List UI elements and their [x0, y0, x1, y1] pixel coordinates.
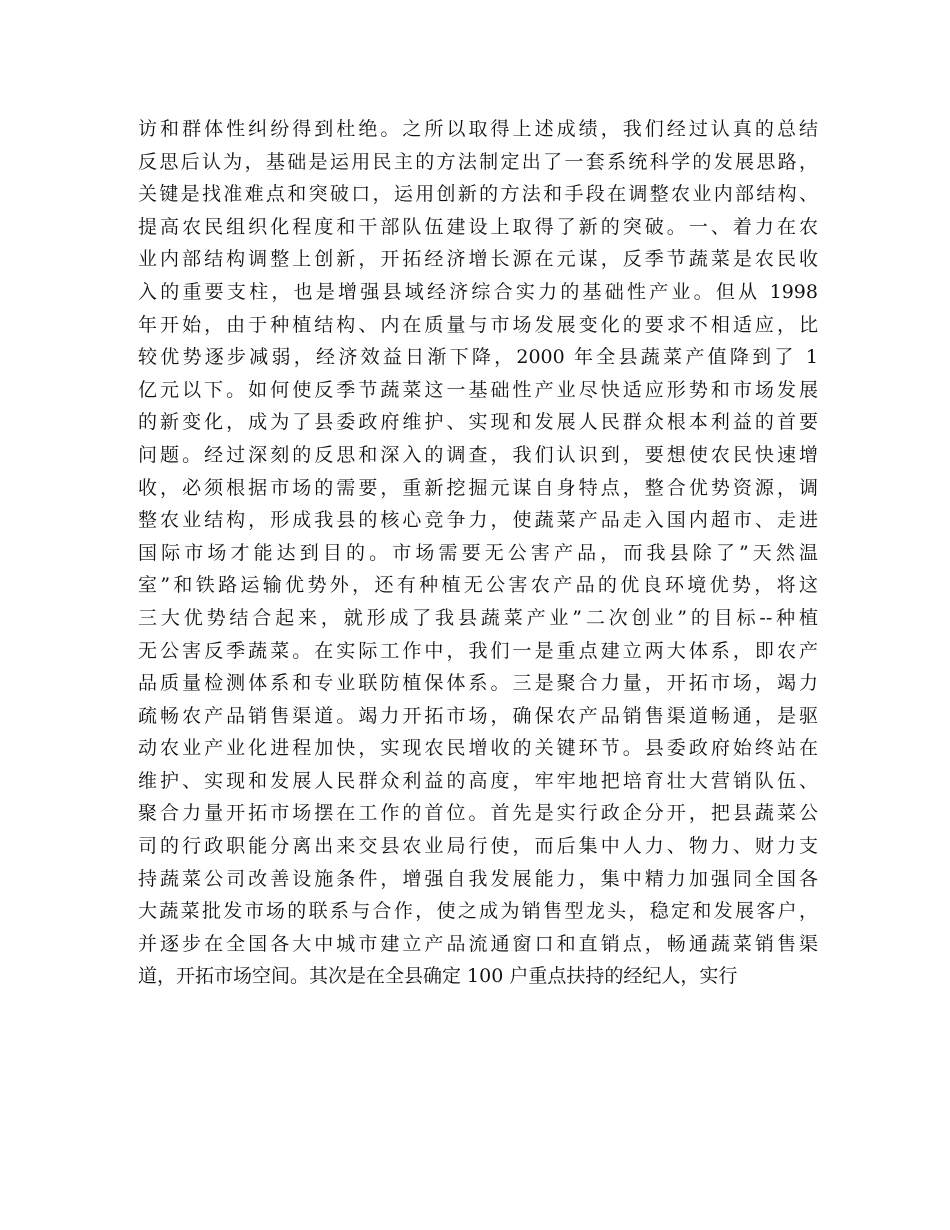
text-line: 疏畅农产品销售渠道。竭力开拓市场，确保农产品销售渠道畅通，是驱 — [138, 704, 818, 727]
text-line: 聚合力量开拓市场摆在工作的首位。首先是实行政企分开，把县蔬菜公 — [138, 802, 818, 825]
text-line: 动农业产业化进程加快，实现农民增收的关键环节。县委政府始终站在 — [138, 737, 818, 760]
text-line: 大蔬菜批发市场的联系与合作，使之成为销售型龙头，稳定和发展客户， — [138, 900, 818, 923]
text-line: 问题。经过深刻的反思和深入的调查，我们认识到，要想使农民快速增 — [138, 443, 818, 466]
text-line: 亿元以下。如何使反季节蔬菜这一基础性产业尽快适应形势和市场发展 — [138, 378, 818, 401]
text-line: 室”和铁路运输优势外，还有种植无公害农产品的优良环境优势，将这 — [138, 574, 818, 597]
text-line: 入的重要支柱，也是增强县域经济综合实力的基础性产业。但从 1998 — [138, 280, 818, 303]
text-line: 的新变化，成为了县委政府维护、实现和发展人民群众根本利益的首要 — [138, 411, 818, 434]
text-line: 整农业结构，形成我县的核心竞争力，使蔬菜产品走入国内超市、走进 — [138, 509, 818, 532]
text-line: 较优势逐步减弱，经济效益日渐下降，2000 年全县蔬菜产值降到了 1 — [138, 346, 818, 369]
text-line: 反思后认为，基础是运用民主的方法制定出了一套系统科学的发展思路， — [138, 150, 818, 173]
text-line: 关键是找准难点和突破口，运用创新的方法和手段在调整农业内部结构、 — [138, 183, 818, 206]
text-line: 司的行政职能分离出来交县农业局行使，而后集中人力、物力、财力支 — [138, 835, 818, 858]
text-line: 业内部结构调整上创新，开拓经济增长源在元谋，反季节蔬菜是农民收 — [138, 248, 818, 271]
text-line: 提高农民组织化程度和干部队伍建设上取得了新的突破。一、着力在农 — [138, 215, 818, 238]
text-line: 三大优势结合起来，就形成了我县蔬菜产业”二次创业”的目标--种植 — [138, 606, 818, 629]
text-line: 持蔬菜公司改善设施条件，增强自我发展能力，集中精力加强同全国各 — [138, 867, 818, 890]
text-line: 年开始，由于种植结构、内在质量与市场发展变化的要求不相适应，比 — [138, 313, 818, 336]
text-line: 维护、实现和发展人民群众利益的高度，牢牢地把培育壮大营销队伍、 — [138, 769, 818, 792]
text-line: 收，必须根据市场的需要，重新挖掘元谋自身特点，整合优势资源，调 — [138, 476, 818, 499]
text-line: 品质量检测体系和专业联防植保体系。三是聚合力量，开拓市场，竭力 — [138, 672, 818, 695]
text-line: 访和群体性纠纷得到杜绝。之所以取得上述成绩，我们经过认真的总结 — [138, 118, 818, 140]
text-line: 国际市场才能达到目的。市场需要无公害产品，而我县除了”天然温 — [138, 541, 818, 564]
text-line: 并逐步在全国各大中城市建立产品流通窗口和直销点，畅通蔬菜销售渠 — [138, 932, 818, 955]
text-line: 道，开拓市场空间。其次是在全县确定 100 户重点扶持的经纪人，实行 — [138, 965, 738, 988]
body-text — [138, 113, 818, 993]
text-line: 无公害反季蔬菜。在实际工作中，我们一是重点建立两大体系，即农产 — [138, 639, 818, 662]
